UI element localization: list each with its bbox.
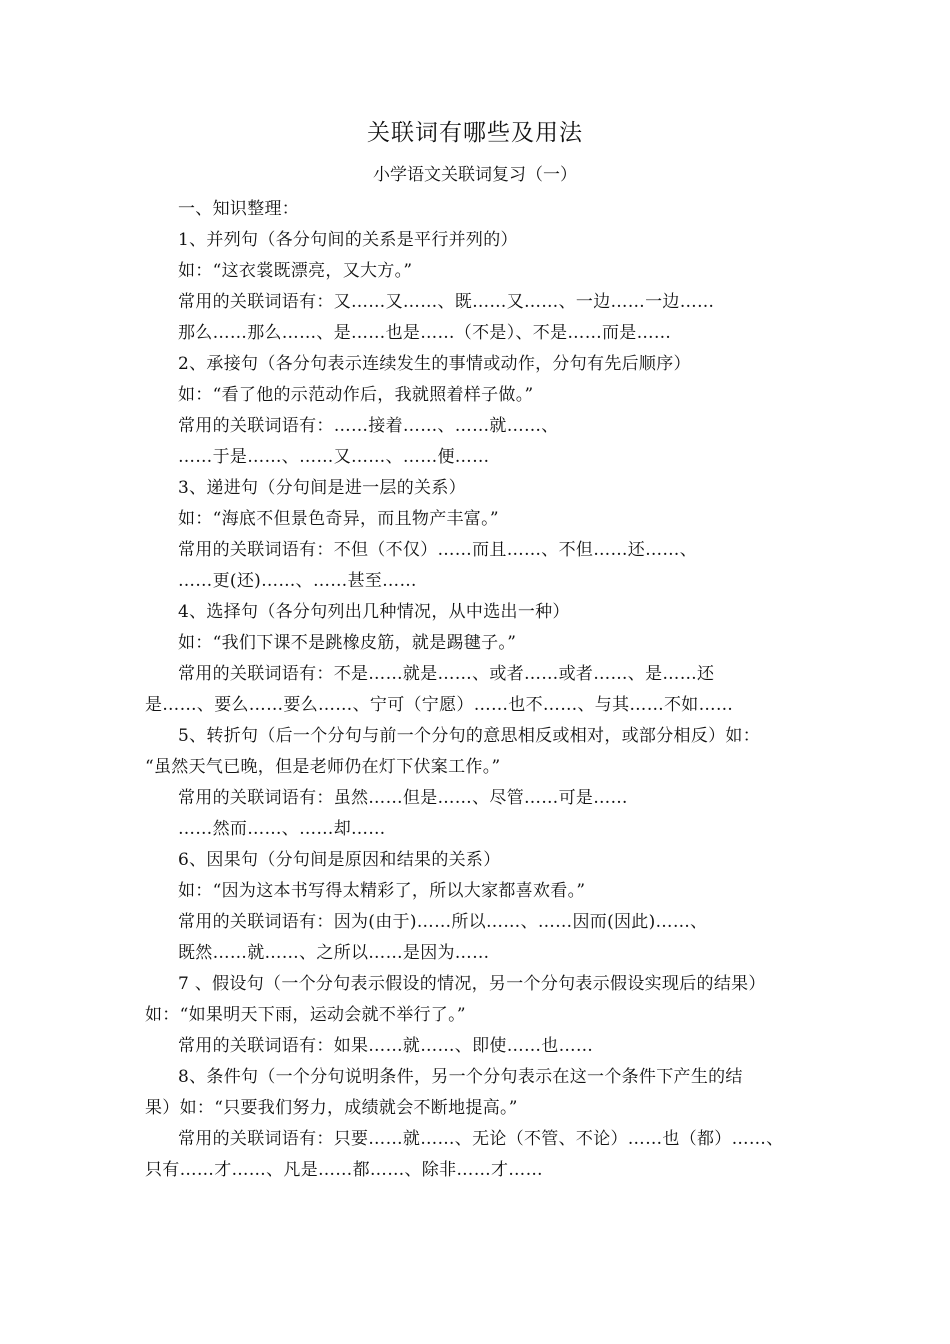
text-line: 5、转折句（后一个分句与前一个分句的意思相反或相对，或部分相反）如： [178, 726, 761, 746]
document-title: 关联词有哪些及用法 [367, 120, 583, 146]
text-line: 常用的关联词语有：如果……就……、即使……也…… [178, 1036, 594, 1056]
document-subtitle: 小学语文关联词复习（一） [373, 165, 577, 185]
text-line: 常用的关联词语有：又……又……、既……又……、一边……一边…… [178, 292, 715, 312]
text-line: 常用的关联词语有：不是……就是……、或者……或者……、是……还 [178, 664, 715, 684]
text-line: 常用的关联词语有：只要……就……、无论（不管、不论）……也（都）……、 [178, 1129, 784, 1149]
text-line: 2、承接句（各分句表示连续发生的事情或动作，分句有先后顺序） [178, 354, 691, 374]
text-line: 如：“如果明天下雨，运动会就不举行了。” [145, 1005, 466, 1025]
section-heading: 一、知识整理： [178, 199, 300, 219]
text-line: 是……、要么……要么……、宁可（宁愿）……也不……、与其……不如…… [145, 695, 734, 715]
text-line: 只有……才……、凡是……都……、除非……才…… [145, 1160, 543, 1180]
text-line: 7 、假设句（一个分句表示假设的情况，另一个分句表示假设实现后的结果） [178, 974, 766, 994]
text-line: 如：“海底不但景色奇异，而且物产丰富。” [178, 509, 499, 529]
text-line: “虽然天气已晚，但是老师仍在灯下伏案工作。” [145, 757, 501, 777]
text-line: 常用的关联词语有：不但（不仅）……而且……、不但……还……、 [178, 540, 697, 560]
text-line: 常用的关联词语有：因为(由于)……所以……、……因而(因此)……、 [178, 912, 708, 932]
text-line: ……然而……、……却…… [178, 819, 386, 839]
text-line: 如：“看了他的示范动作后，我就照着样子做。” [178, 385, 534, 405]
text-line: 常用的关联词语有：……接着……、……就……、 [178, 416, 559, 436]
text-line: 既然……就……、之所以……是因为…… [178, 943, 490, 963]
text-line: 果）如：“只要我们努力，成绩就会不断地提高。” [145, 1098, 518, 1118]
text-line: 常用的关联词语有：虽然……但是……、尽管……可是…… [178, 788, 628, 808]
text-line: 如：“这衣裳既漂亮，又大方。” [178, 261, 413, 281]
text-line: 3、递进句（分句间是进一层的关系） [178, 478, 466, 498]
text-line: ……更(还)……、……甚至…… [178, 571, 417, 591]
text-line: 那么……那么……、是……也是……（不是）、不是……而是…… [178, 323, 672, 343]
text-line: ……于是……、……又……、……便…… [178, 447, 490, 467]
text-line: 如：“我们下课不是跳橡皮筋，就是踢毽子。” [178, 633, 517, 653]
text-line: 6、因果句（分句间是原因和结果的关系） [178, 850, 501, 870]
text-line: 8、条件句（一个分句说明条件，另一个分句表示在这一个条件下产生的结 [178, 1067, 743, 1087]
text-line: 1、并列句（各分句间的关系是平行并列的） [178, 230, 518, 250]
text-line: 如：“因为这本书写得太精彩了，所以大家都喜欢看。” [178, 881, 586, 901]
text-line: 4、选择句（各分句列出几种情况，从中选出一种） [178, 602, 570, 622]
